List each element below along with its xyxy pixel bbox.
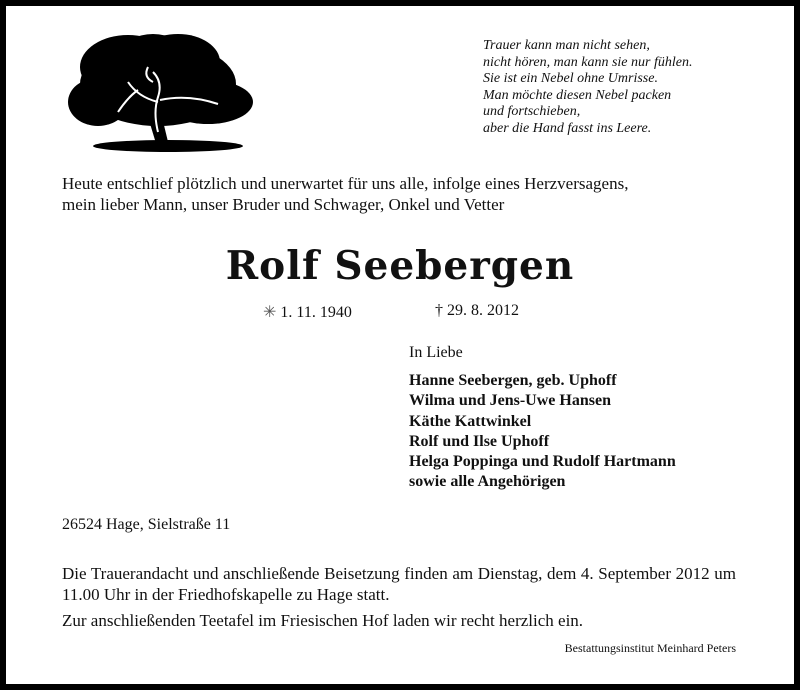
deceased-name: Rolf Seebergen [225,243,575,289]
death-date [435,302,519,320]
birth-date-value: 1. 11. 1940 [280,304,352,321]
tree-illustration [58,22,258,152]
service-info: Die Trauerandacht und anschließende Beisetzung finden am Dienstag, dem 4. September 2012 um 11.00 Uhr in der Friedhofskapelle zu Hage statt. [62,564,736,604]
poem-line: Sie ist ein Nebel ohne Umrisse. [483,71,658,87]
poem [483,38,692,138]
mourner: Rolf und Ilse Uphoff [409,432,550,450]
poem-line: Man möchte diesen Nebel packen [483,87,672,103]
in-love-label: In Liebe [409,344,463,361]
undertaker: Bestattungsinstitut Meinhard Peters [564,641,736,655]
mourner: Wilma und Jens-Uwe Hansen [409,392,611,410]
intro-line: mein lieber Mann, unser Bruder und Schwager, Onkel und Vetter [62,195,505,214]
mourner: sowie alle Angehörigen [409,473,566,491]
poem-line: Trauer kann man nicht sehen, [483,38,650,53]
birth-date [263,302,352,322]
intro-text [62,173,628,215]
tea-invitation: Zur anschließenden Teetafel im Friesischen Hof laden wir recht herzlich ein. [62,611,584,630]
death-date-value: 29. 8. 2012 [447,302,519,319]
birth-star-icon: ✳ [263,304,277,321]
mourners-list [409,371,676,493]
mourner: Helga Poppinga und Rudolf Hartmann [409,453,676,471]
death-cross-icon: † [435,302,443,319]
mourner: Hanne Seebergen, geb. Uphoff [409,372,617,389]
poem-line: und fortschieben, [483,104,581,120]
poem-line: nicht hören, man kann sie nur fühlen. [483,54,693,70]
address: 26524 Hage, Sielstraße 11 [62,516,231,533]
mourner: Käthe Kattwinkel [409,412,532,430]
poem-line: aber die Hand fasst ins Leere. [483,120,652,136]
intro-line: Heute entschlief plötzlich und unerwartet für uns alle, infolge eines Herzversagens, [62,174,629,193]
